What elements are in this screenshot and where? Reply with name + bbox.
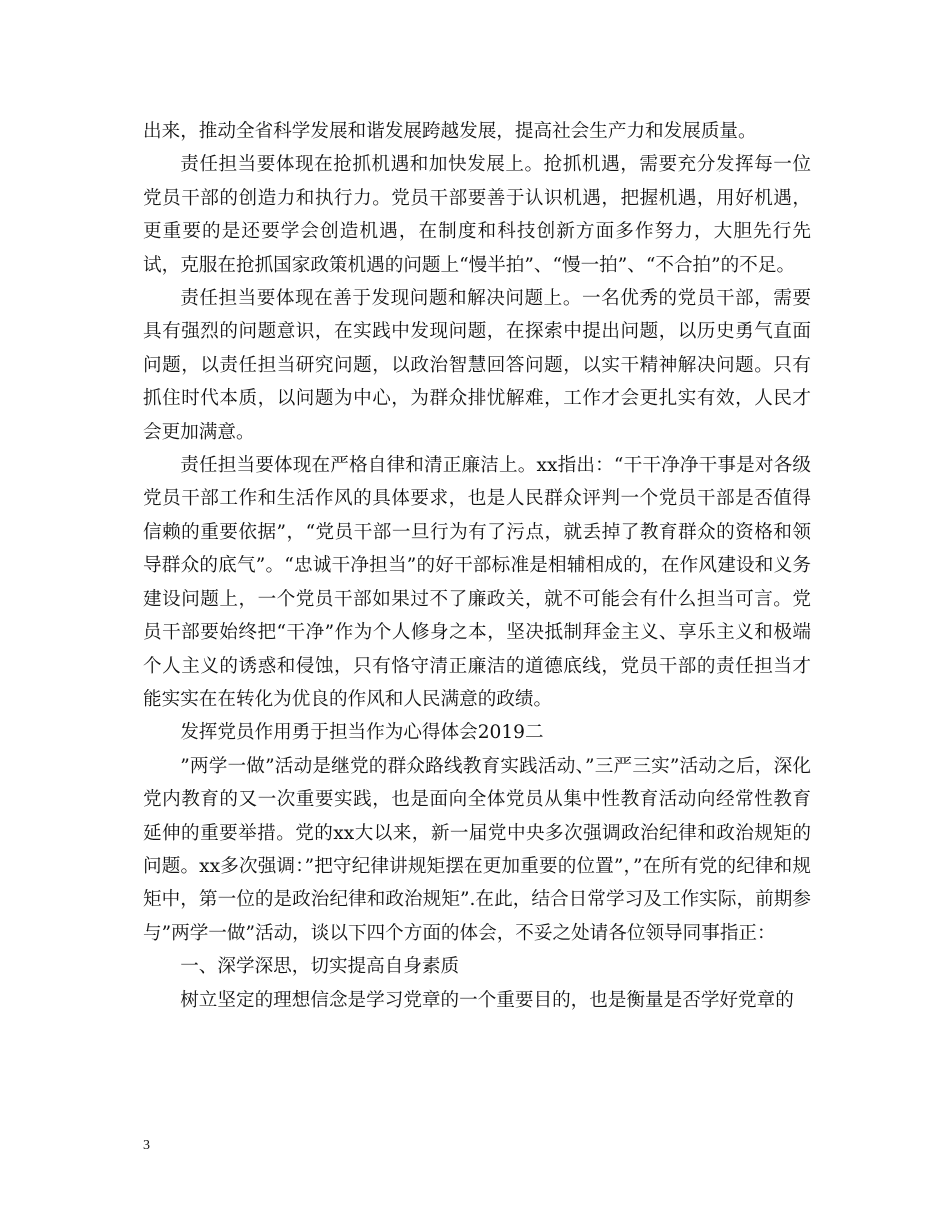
paragraph-ideals: 树立坚定的理想信念是学习党章的一个重要目的，也是衡量是否学好党章的 [180,989,794,1011]
paragraph-opportunity: 责任担当要体现在抢抓机遇和加快发展上。抢抓机遇，需要充分发挥每一位党员干部的创造力和执行力。党员干部要善于认识机遇，把握机遇，用好机遇，更重要的是还要学会创造机遇，在制度和科技创新方面多作努力，大胆先行先试，克服在抢抓国家政策机遇的问题上“慢半拍”、“慢一拍”、“不合拍”的不足。 [143,154,811,276]
subsection-heading: 一、深学深思，切实提高自身素质 [180,956,460,978]
paragraph-two-studies: ”两学一做”活动是继党的群众路线教育实践活动、”三严三实”活动之后，深化党内教育的又一次重要实践，也是面向全体党员从集中性教育活动向经常性教育延伸的重要举措。党的xx大以来，新一届党中央多次强调政治纪律和政治规矩的问题。xx多次强调：”把守纪律讲规矩摆在更加重要的位置”，”在所有党的纪律和规矩中，第一位的是政治纪律和政治规矩”.在此，结合日常学习及工作实际，前期参与”两学一做”活动，谈以下四个方面的体会，不妥之处请各位领导同事指正： [143,755,811,944]
paragraph-integrity: 责任担当要体现在严格自律和清正廉洁上。xx指出：“干干净净干事是对各级党员干部工作和生活作风的具体要求，也是人民群众评判一个党员干部是否值得信赖的重要依据”，“党员干部一旦行为有了污点，就丢掉了教育群众的资格和领导群众的底气”。“忠诚干净担当”的好干部标准是相辅相成的，在作风建设和义务建设问题上，一个党员干部如果过不了廉政关，就不可能会有什么担当可言。党员干部要始终把“干净”作为个人修身之本，坚决抵制拜金主义、享乐主义和极端个人主义的诱惑和侵蚀，只有恪守清正廉洁的道德底线，党员干部的责任担当才能实实在在转化为优良的作风和人民满意的政绩。 [143,455,811,710]
document-body [143,115,811,1017]
page-number: 3 [143,1138,150,1153]
section-heading: 发挥党员作用勇于担当作为心得体会2019二 [180,722,544,744]
paragraph-continuation: 出来，推动全省科学发展和谐发展跨越发展，提高社会生产力和发展质量。 [143,121,757,142]
paragraph-problem-solving: 责任担当要体现在善于发现问题和解决问题上。一名优秀的党员干部，需要具有强烈的问题意识，在实践中发现问题，在探索中提出问题，以历史勇气直面问题，以责任担当研究问题，以政治智慧回答问题，以实干精神解决问题。只有抓住时代本质，以问题为中心，为群众排忧解难，工作才会更扎实有效，人民才会更加满意。 [143,288,811,443]
